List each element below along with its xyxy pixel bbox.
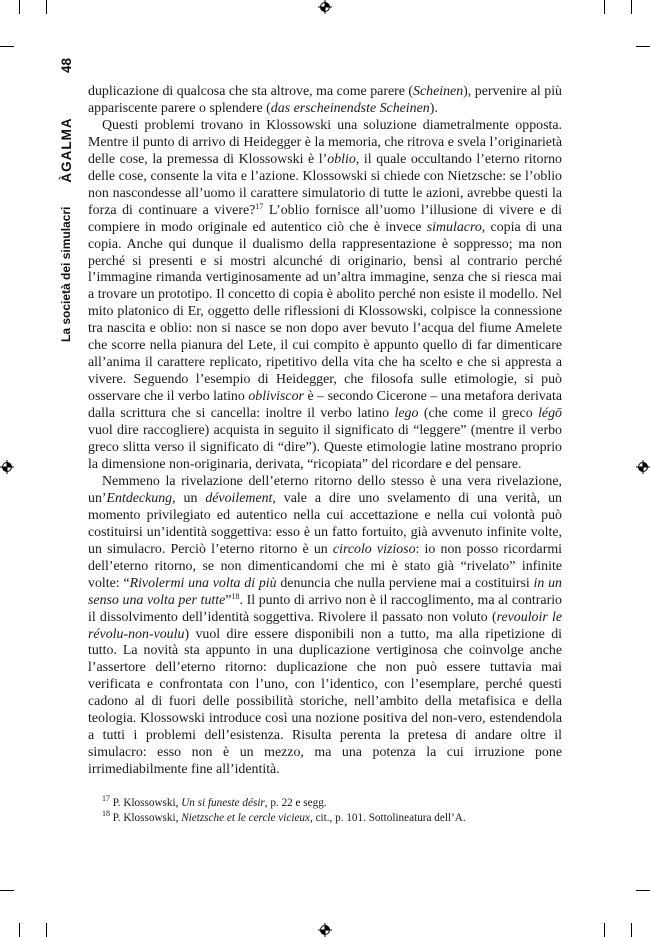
footnote-number: 18 [102,808,110,818]
footnote-18: $^{18}$ P. Klossowski, Nietzsche et le cercle vicieux, cit., p. 101. Sottolineatura dell’A. [102,808,466,824]
crop-mark-top-left-h [0,46,14,47]
crop-mark-top-right-h [636,46,650,47]
registration-mark-left-icon [0,460,14,474]
crop-mark-bottom-left-v [19,923,20,937]
page-number: 48 [58,58,74,74]
crop-mark-top-left-v2 [46,0,47,14]
crop-mark-bottom-right-v [604,923,605,937]
footnote-number: 17 [102,794,110,803]
crop-mark-bottom-right-h [636,890,650,891]
running-head [48,56,84,342]
crop-mark-bottom-left-v2 [46,923,47,937]
crop-mark-top-right-v [604,0,605,14]
crop-mark-bottom-right-v2 [631,923,632,937]
paragraph-1: duplicazione di qualcosa che sta altrove, ma come parere (Scheinen), pervenire al più appariscente parere o splendere (das erscheinendste Scheinen). [88,84,563,116]
registration-mark-top-icon [318,0,332,14]
crop-mark-top-right-v2 [631,0,632,14]
registration-mark-bottom-icon [318,923,332,937]
registration-mark-right-icon [636,460,650,474]
running-head-title: La società dei simulacri [59,206,73,342]
footnote-17: $^{17}$ P. Klossowski, Un si funeste désir, p. 22 e segg. [102,794,327,809]
footnotes [88,796,562,825]
crop-mark-bottom-left-h [0,890,14,891]
crop-mark-top-left-v [19,0,20,14]
footnote-ref-18[interactable]: 18 [231,591,240,601]
paragraph-2: Questi problemi trovano in Klossowski una soluzione diametralmente opposta. Mentre il punto di arrivo di Heidegger è la memoria, che ritrova e svela l’originarietà delle cose, la premessa di Klossowski è l’oblio, il quale occultando l’eterno ritorno delle cose, consente la vita e l’azione. Klossowski si chiede con Nietzsche: se l’oblio non nascondesse all’uomo il carattere simulatorio di tutte le azioni, avrebbe questi la forza di continuare a vivere?$^{17}$ L’oblio fornisce all’uomo l’illusione di vivere e di compiere in modo originale ed autentico ciò che è invece simulacro, copia di una copia. Anche qui dunque il dualismo della rappresentazione è soppresso; ma non perché si presenti e si mostri alcunché di originario, bensì al contrario perché l’immagine rimanda vertiginosamente ad un’altra immagine, senza che si riesca mai a trovare un prototipo. Il concetto di copia è abolito perché non esiste il modello. Nel mito platonico di Er, oggetto delle riflessioni di Klossowski, colpisce la connessione tra nascita e oblio: non si nasce se non dopo aver bevuto l’acqua del fiume Amelete che scorre nella pianura del Lete, il cui compito è appunto quello di far dimenticare all’anima il carattere replicato, ripetitivo della vita che ha scelto e che si appresta a vivere. Seguendo l’esempio di Heidegger, che filosofa sulle etimologie, si può osservare che il verbo latino obliviscor è – secondo Cicerone – una metafora derivata dalla scrittura che si cancella: inoltre il verbo latino lego (che come il greco légō vuol dire raccogliere) acquista in seguito il significato di “leggere” (mentre il verbo greco slitta verso il significato di “dire”). Queste etimologie latine mostrano proprio la dimensione non-originaria, derivata, “ricopiata” del ricordare e del pensare. [88,117,562,472]
body-text [88,84,562,779]
footnote-ref-17[interactable]: 17 [255,201,264,211]
running-head-journal: ÀGALMA [58,117,74,183]
paragraph-3: Nemmeno la rivelazione dell’eterno ritorno dello stesso è una vera rivelazione, un’Entdeckung, un dévoilement, vale a dire uno svelamento di una verità, un momento privilegiato ed autentico nella cui accettazione e nella cui volontà può costituirsi un’identità soggettiva: esso è un fatto fortuito, già avvenuto infinite volte, un simulacro. Perciò l’eterno ritorno è un circolo vizioso: io non posso ricordarmi dell’eterno ritorno, se non dimenticandomi che mi è stato già “rivelato” infinite volte: “Rivolermi una volta di più denuncia che nulla perviene mai a costituirsi in un senso una volta per tutte”$^{18}$. Il punto di arrivo non è il raccoglimento, ma al contrario il dissolvimento dell’identità soggettiva. Rivolere il passato non voluto (revouloir le révolu-non-voulu) vuol dire essere disponibili non a tutto, ma alla ripetizione di tutto. La novità sta appunto in una duplicazione vertiginosa che coinvolge anche l’assertore dell’eterno ritorno: duplicazione che non può essere tuttavia mai verificata e confrontata con l’uno, con l’identico, con l’esemplare, perché questi cadono al di fuori delle possibilità storiche, nell’ambito della metafisica e della teologia. Klossowski introduce così una nozione positiva del non-vero, estendendola a tutti i problemi dell’esistenza. Risulta perenta la pretesa di andare oltre il simulacro: esso non è un mezzo, ma una potenza la cui irruzione pone irrimediabilmente fine all’identità. [88,473,562,778]
